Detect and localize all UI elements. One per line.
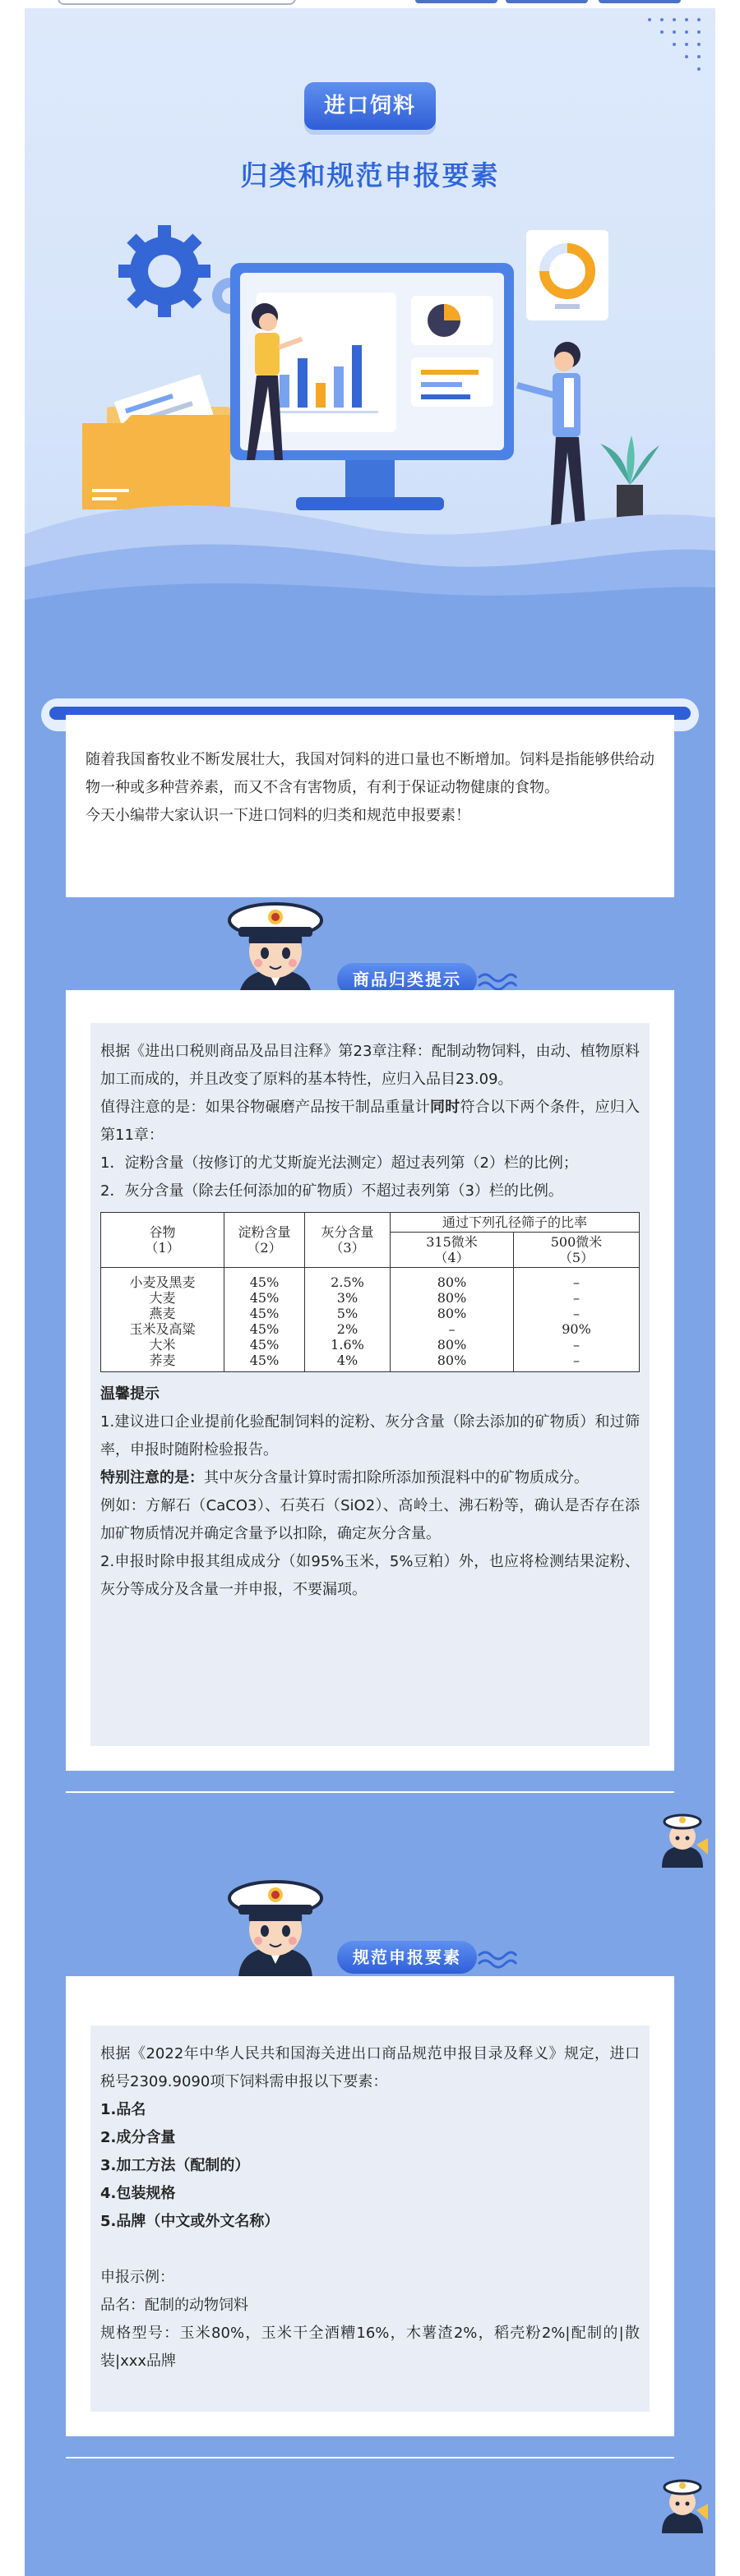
condition-intro [100, 1094, 640, 1150]
page-title: 归类和规范申报要素 [240, 159, 500, 191]
grain-criteria-table [100, 1212, 640, 1372]
table-header-500: 500微米 （5） [514, 1233, 640, 1268]
condition-intro-tail: 符合以下两个条件，应归入第11章： [100, 1099, 641, 1144]
intro-paragraph-1: 随着我国畜牧业不断发展壮大，我国对饲料的进口量也不断增加。饲料是指能够供给动物一种或多种营养素，而又不含有害物质，有利于保证动物健康的食物。 [86, 751, 654, 796]
table-row: 荞麦 45% 4% 80% – [101, 1353, 640, 1372]
table-header-sieve: 通过下列孔径筛子的比率 [391, 1213, 640, 1233]
top-search-field[interactable] [58, 0, 296, 5]
intro-paragraph-2: 今天小编带大家认识一下进口饲料的归类和规范申报要素！ [86, 807, 470, 824]
customs-officer-avatar-2 [214, 1865, 337, 1988]
section-divider [66, 1791, 674, 1793]
condition-intro-bold: 同时 [430, 1099, 460, 1116]
tip-2: 2.申报时除申报其组成成分（如95%玉米，5%豆粕）外，也应将检测结果淀粉、灰分等成分及含量一并申报，不要漏项。 [100, 1553, 640, 1598]
ribbon-label: 商品归类提示 [337, 963, 477, 996]
declaration-card [66, 1976, 674, 2436]
table-header-ash: 灰分含量 （3） [305, 1213, 391, 1268]
classification-paragraph: 根据《进出口税则商品及品目注释》第23章注释：配制动物饲料，由动、植物原料加工而成的，并且改变了原料的基本特性，应归入品目23.09。 [100, 1043, 640, 1088]
tips-title: 温馨提示 [100, 1385, 160, 1403]
condition-2: 2．灰分含量（除去任何添加的矿物质）不超过表列第（3）栏的比例。 [100, 1182, 563, 1200]
classification-panel [90, 1023, 650, 1746]
section-tag: 进口饲料 [304, 82, 436, 130]
example-note: 例如：方解石（CaCO3）、石英石（SiO2）、高岭土、沸石粉等，确认是否存在添加矿物质情况并确定含量予以扣除，确定灰分含量。 [100, 1497, 640, 1542]
special-note-text: 其中灰分含量计算时需扣除所添加预混料中的矿物质成分。 [204, 1469, 589, 1486]
example-title: 申报示例： [100, 2269, 174, 2286]
top-tab-1[interactable] [415, 0, 497, 3]
section-divider [66, 2457, 674, 2458]
declaration-panel [90, 2025, 650, 2412]
declaration-item: 5.品牌（中文或外文名称） [100, 2213, 280, 2230]
special-note-label: 特别注意的是： [100, 1469, 204, 1486]
top-toolbar [0, 0, 740, 8]
declaration-item: 3.加工方法（配制的） [100, 2157, 250, 2174]
classification-card [66, 990, 674, 1771]
dot-pattern-decoration [641, 12, 707, 77]
ribbon-label: 规范申报要素 [337, 1941, 477, 1974]
example-spec: 规格型号：玉米80%，玉米干全酒糟16%，木薯渣2%，稻壳粉2%|配制的|散装|xxx品牌 [100, 2325, 640, 2370]
tip-1: 1.建议进口企业提前化验配制饲料的淀粉、灰分含量（除去添加的矿物质）和过筛率，申报时随附检验报告。 [100, 1413, 640, 1459]
table-header-grain: 谷物 （1） [101, 1213, 224, 1268]
top-tab-2[interactable] [506, 0, 588, 3]
gear-icon [118, 225, 210, 317]
condition-1: 1．淀粉含量（按修订的尤艾斯旋光法测定）超过表列第（2）栏的比例； [100, 1154, 578, 1172]
declaration-item: 2.成分含量 [100, 2129, 176, 2146]
table-header-315: 315微米 （4） [391, 1233, 514, 1268]
article-page [25, 8, 715, 2576]
declaration-item: 4.包装规格 [100, 2185, 176, 2202]
officer-mascot-icon [654, 1804, 711, 1869]
table-row: 燕麦 45% 5% 80% – [101, 1306, 640, 1321]
declaration-item: 1.品名 [100, 2101, 146, 2118]
condition-intro-text: 值得注意的是：如果谷物碾磨产品按干制品重量计 [100, 1099, 431, 1116]
section-ribbon-declaration [337, 1941, 518, 1979]
ribbon-wave-icon [477, 1946, 518, 1970]
table-row: 大米 45% 1.6% 80% – [101, 1337, 640, 1353]
table-header-starch: 淀粉含量 （2） [224, 1213, 305, 1268]
table-row: 大麦 45% 3% 80% – [101, 1290, 640, 1306]
example-name: 品名：配制的动物饲料 [100, 2297, 248, 2314]
table-row: 小麦及黑麦 45% 2.5% 80% – [101, 1268, 640, 1291]
wave-decoration [25, 468, 715, 649]
special-note [100, 1464, 640, 1492]
top-tab-3[interactable] [599, 0, 681, 3]
ribbon-wave-icon [477, 968, 518, 993]
hero-banner [25, 8, 715, 649]
intro-card [66, 715, 674, 897]
officer-mascot-icon-2 [654, 2469, 711, 2535]
table-row: 玉米及高粱 45% 2% – 90% [101, 1321, 640, 1337]
declaration-paragraph: 根据《2022年中华人民共和国海关进出口商品规范申报目录及释义》规定，进口税号2309.9090项下饲料需申报以下要素： [100, 2045, 640, 2090]
